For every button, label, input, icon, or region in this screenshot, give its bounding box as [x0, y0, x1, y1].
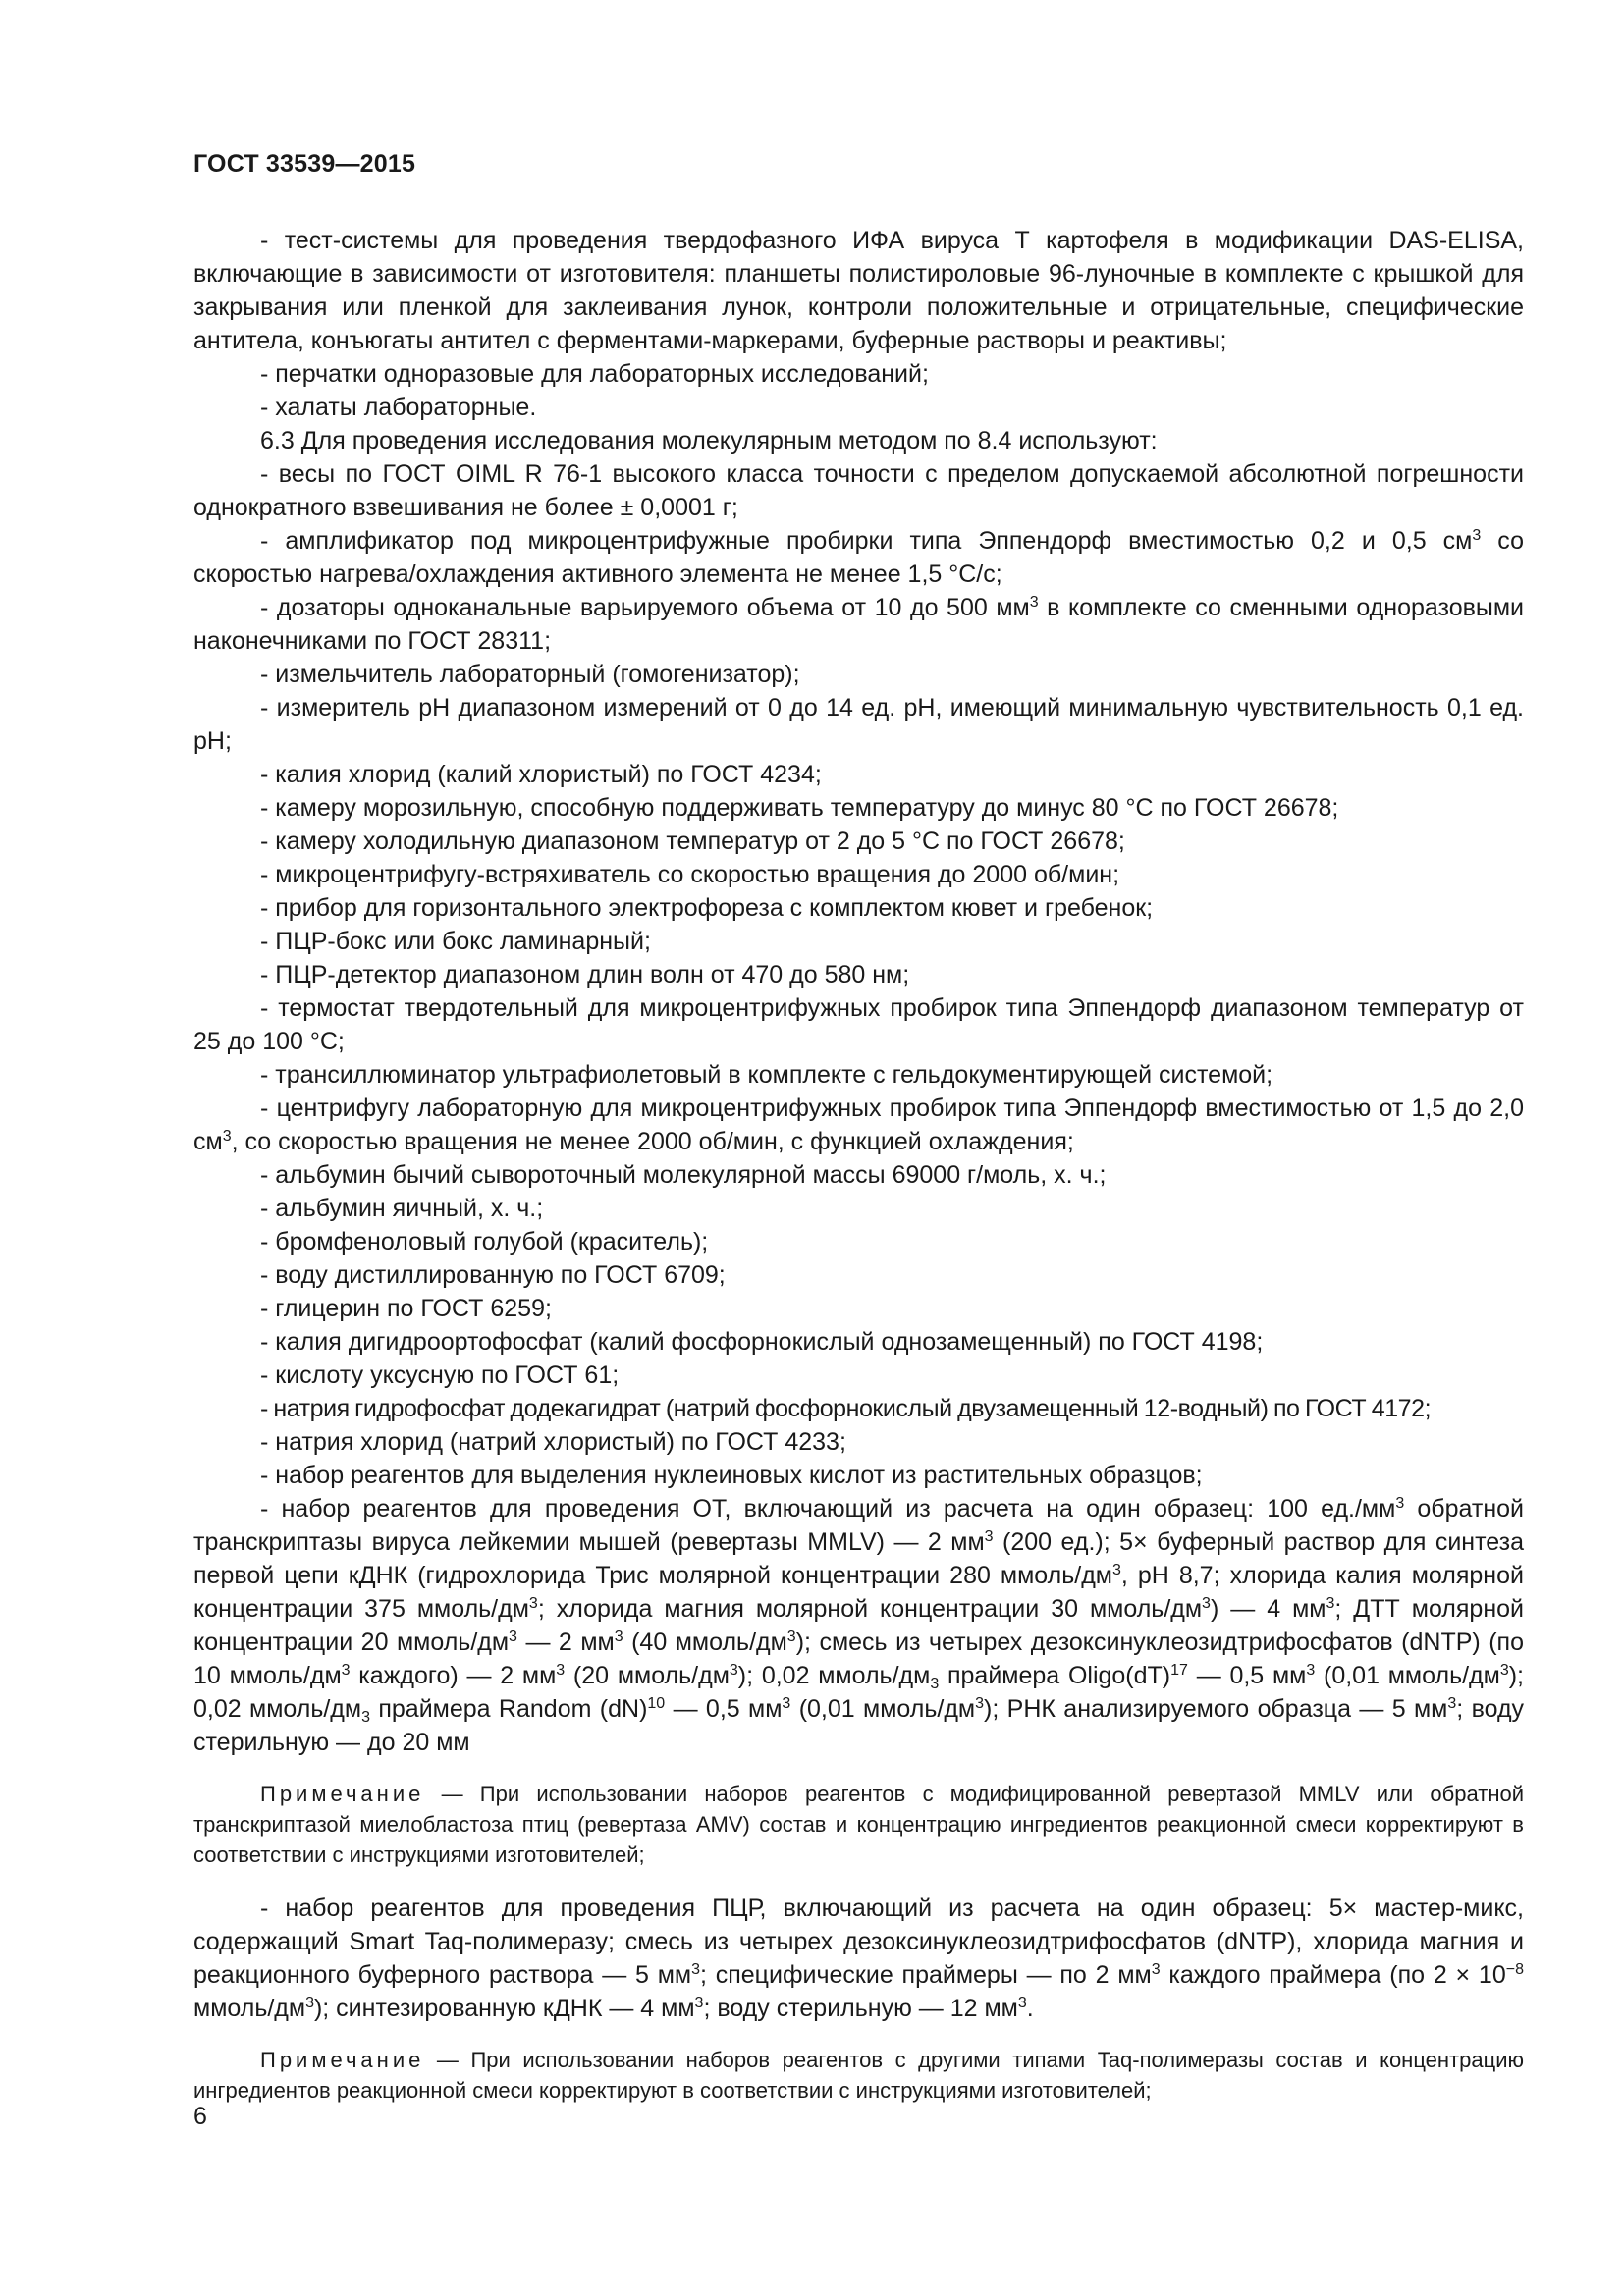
paragraph: - альбумин яичный, х. ч.;: [260, 1195, 544, 1222]
document-page: [193, 0, 1524, 2296]
paragraph: - глицерин по ГОСТ 6259;: [260, 1295, 552, 1322]
paragraph: - натрия хлорид (натрий хлористый) по ГОСТ 4233;: [260, 1428, 846, 1456]
paragraph: - воду дистиллированную по ГОСТ 6709;: [260, 1261, 726, 1289]
paragraph: - бромфеноловый голубой (краситель);: [260, 1228, 709, 1255]
paragraph: - весы по ГОСТ OIML R 76-1 высокого класса точности с пределом допускаемой абсолютной погрешности однократного взвешивания не более ± 0,0001 г;: [193, 460, 1524, 521]
paragraph: - альбумин бычий сывороточный молекулярной массы 69000 г/моль, х. ч.;: [260, 1161, 1107, 1189]
note-label: Примечание: [260, 1782, 425, 1806]
paragraph: - камеру холодильную диапазоном температур от 2 до 5 °С по ГОСТ 26678;: [260, 828, 1125, 855]
note-label: Примечание: [260, 2048, 425, 2072]
section-heading: 6.3 Для проведения исследования молекулярным методом по 8.4 используют:: [260, 427, 1158, 454]
paragraph: - калия хлорид (калий хлористый) по ГОСТ 4234;: [260, 761, 822, 788]
paragraph: - микроцентрифугу-встряхиватель со скоростью вращения до 2000 об/мин;: [260, 861, 1120, 888]
page-number: 6: [193, 2103, 207, 2130]
paragraph: - прибор для горизонтального электрофореза с комплектом кювет и гребенок;: [260, 894, 1154, 922]
paragraph: - термостат твердотельный для микроцентрифужных пробирок типа Эппендорф диапазоном температур от 25 до 100 °С;: [193, 994, 1524, 1055]
paragraph: - калия дигидроортофосфат (калий фосфорнокислый однозамещенный) по ГОСТ 4198;: [260, 1328, 1264, 1356]
paragraph: - набор реагентов для проведения ПЦР, включающий из расчета на один образец: 5× мастер-микс, содержащий Smart Taq-полимеразу; смесь из четырех дезоксинуклеозидтрифосфатов (dNTP), хлорида магния и реакционного буферного раствора — 5 $мм^3$; специфические праймеры — по 2 $мм^3$ каждого праймера (по $2 \times 10^{-8}$ ммоль/$дм^3$); синтезированную кДНК — 4 $мм^3$; воду стерильную — 12 $мм^3$.: [193, 1895, 1524, 2022]
body-text: [193, 224, 1524, 2127]
paragraph: - камеру морозильную, способную поддерживать температуру до минус 80 °С по ГОСТ 26678;: [260, 794, 1339, 822]
paragraph: - ПЦР-детектор диапазоном длин волн от 470 до 580 нм;: [260, 961, 910, 988]
paragraph: - перчатки одноразовые для лабораторных исследований;: [260, 360, 929, 388]
note: Примечание — При использовании наборов реагентов с другими типами Taq-полимеразы состав и концентрацию ингредиентов реакционной смеси корректируют в соответствии с инструкциями изготовителей;: [193, 2048, 1524, 2103]
document-header: ГОСТ 33539—2015: [193, 150, 416, 178]
paragraph: - халаты лабораторные.: [260, 394, 537, 421]
note: Примечание — При использовании наборов реагентов с модифицированной ревертазой MMLV или обратной транскриптазой миелобластоза птиц (ревертаза AMV) состав и концентрацию ингредиентов реакционной смеси корректируют в соответствии с инструкциями изготовителей;: [193, 1782, 1524, 1867]
paragraph: - тест-системы для проведения твердофазного ИФА вируса Т картофеля в модификации DAS-ELISA, включающие в зависимости от изготовителя: планшеты полистироловые 96-луночные в комплекте с крышкой для закрывания или пленкой для заклеивания лунок, контроли положительные и отрицательные, специфические антитела, конъюгаты антител с ферментами-маркерами, буферные растворы и реактивы;: [193, 227, 1524, 354]
paragraph: - измеритель рН диапазоном измерений от 0 до 14 ед. рН, имеющий минимальную чувствительность 0,1 ед. рН;: [193, 694, 1524, 755]
paragraph: - ПЦР-бокс или бокс ламинарный;: [260, 928, 651, 955]
paragraph: - набор реагентов для проведения ОТ, включающий из расчета на один образец: 100 $ед./мм^3$ обратной транскриптазы вируса лейкемии мышей (ревертазы MMLV) — 2 $мм^3$ (200 ед.); 5× буферный раствор для синтеза первой цепи кДНК (гидрохлорида Трис молярной концентрации 280 ммоль/$дм^3$, рН 8,7; хлорида калия молярной концентрации 375 ммоль/$дм^3$; хлорида магния молярной концентрации 30 ммоль/$дм^3$) — 4 $мм^3$; ДТТ молярной концентрации 20 ммоль/$дм^3$ — 2 $мм^3$ (40 ммоль/$дм^3$); смесь из четырех дезоксинуклеозидтрифосфатов (dNTP) (по 10 ммоль/$дм^3$ каждого) — 2 $мм^3$ (20 ммоль/$дм^3$); 0,02 ммоль/$дм_3$ праймера Oligo(dT)$^{17}$ — 0,5 $мм^3$ (0,01 ммоль/$дм^3$); 0,02 ммоль/$дм_3$ праймера Random (dN)$^{10}$ — 0,5 $мм^3$ (0,01 ммоль/$дм^3$); РНК анализируемого образца — 5 $мм^3$; воду стерильную — до 20 мм: [193, 1495, 1525, 1756]
paragraph: - центрифугу лабораторную для микроцентрифужных пробирок типа Эппендорф вместимостью от 1,5 до 2,0 $см^3$, со скоростью вращения не менее 2000 об/мин, с функцией охлаждения;: [193, 1095, 1524, 1155]
paragraph: - дозаторы одноканальные варьируемого объема от 10 до 500 $мм^3$ в комплекте со сменными одноразовыми наконечниками по ГОСТ 28311;: [193, 594, 1524, 655]
paragraph: - натрия гидрофосфат додекагидрат (натрий фосфорнокислый двузамещенный 12-водный) по ГОСТ 4172;: [260, 1395, 1432, 1422]
paragraph: - измельчитель лабораторный (гомогенизатор);: [260, 661, 800, 688]
paragraph: - набор реагентов для выделения нуклеиновых кислот из растительных образцов;: [260, 1462, 1203, 1489]
paragraph: - трансиллюминатор ультрафиолетовый в комплекте с гельдокументирующей системой;: [260, 1061, 1273, 1089]
paragraph: - кислоту уксусную по ГОСТ 61;: [260, 1362, 620, 1389]
paragraph: - амплификатор под микроцентрифужные пробирки типа Эппендорф вместимостью 0,2 и 0,5 $см^3$ со скоростью нагрева/охлаждения активного элемента не менее 1,5 °С/с;: [193, 527, 1524, 588]
